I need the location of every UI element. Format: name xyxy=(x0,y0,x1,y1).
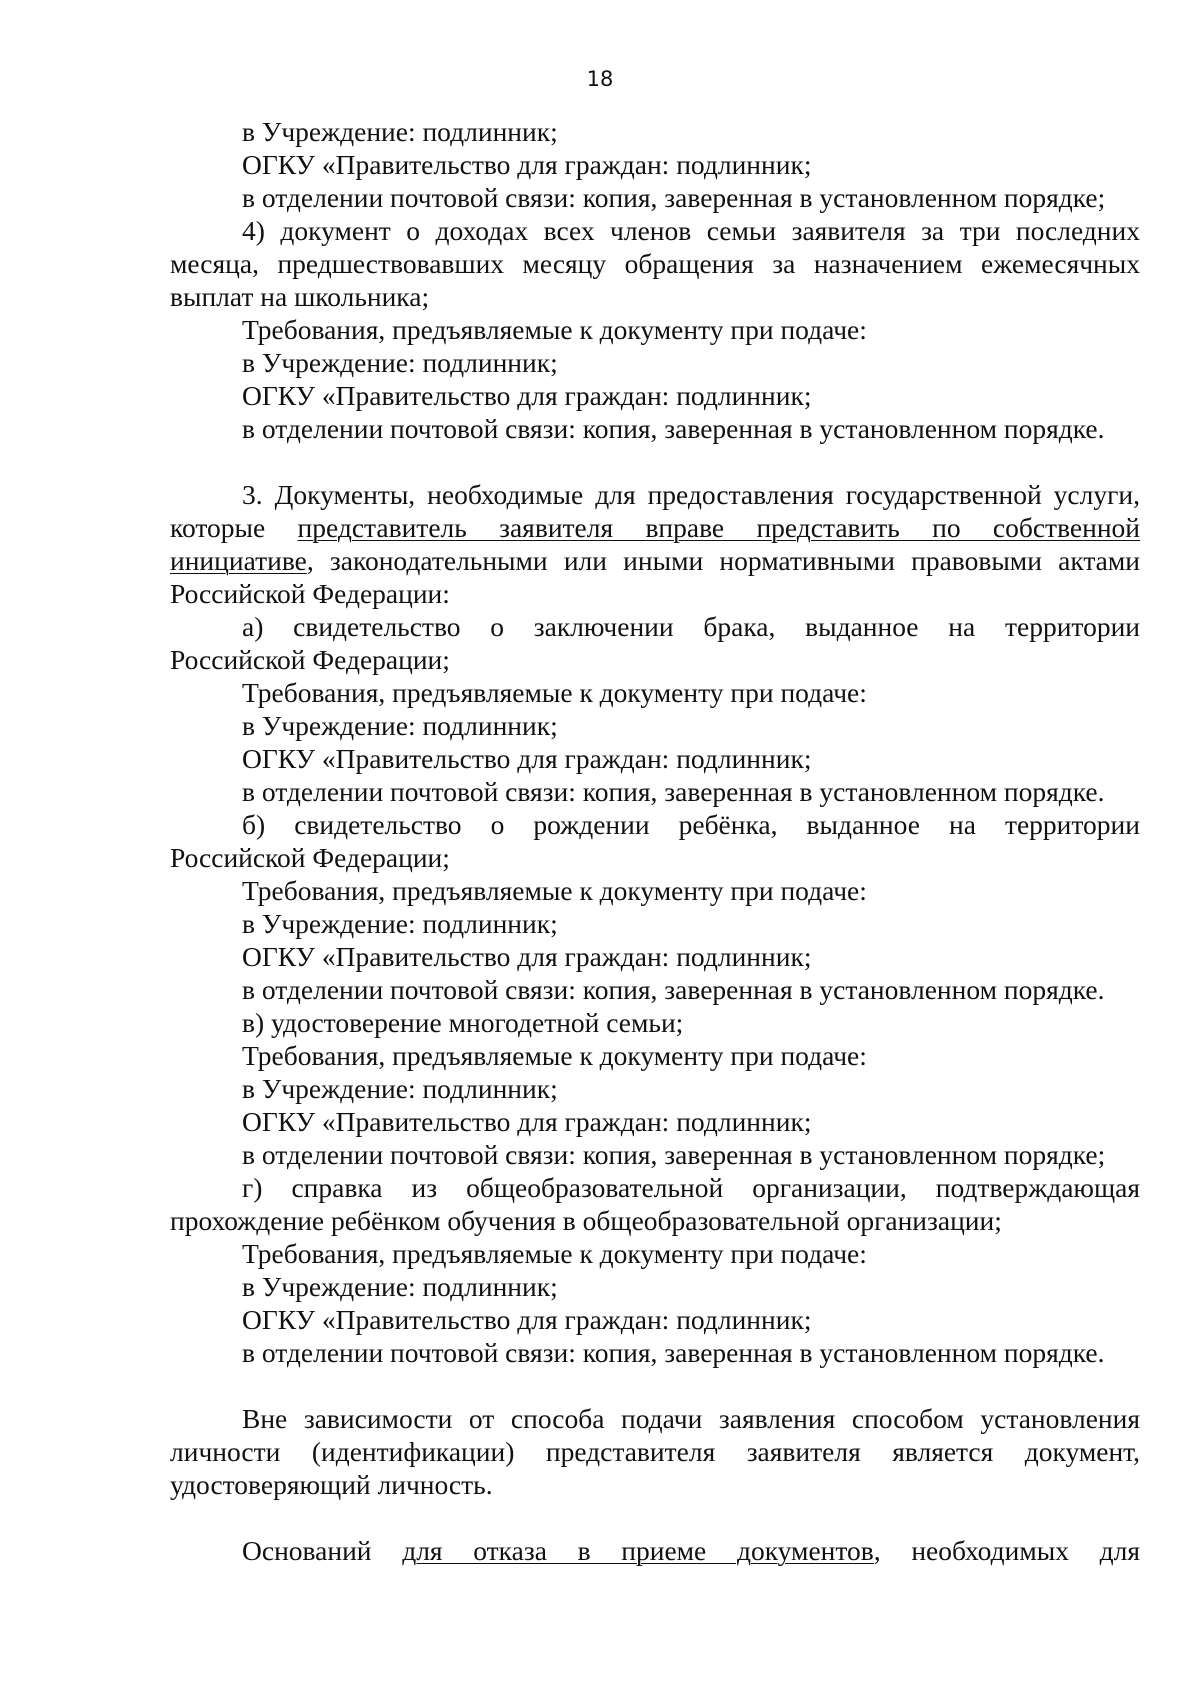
underlined-text: инициативе xyxy=(170,545,307,576)
text-line: прохождение ребёнком обучения в общеобразовательной организации; xyxy=(170,1205,1002,1236)
text-fragment: которые xyxy=(170,512,266,543)
page-number: 18 xyxy=(586,67,614,91)
text-line: выплат на школьника; xyxy=(170,281,430,312)
text-line: в отделении почтовой связи: копия, заверенная в установленном порядке. xyxy=(242,1337,1105,1368)
text-line: в Учреждение: подлинник; xyxy=(242,710,558,741)
underlined-text: для отказа в приеме документов xyxy=(402,1535,874,1566)
text-line: ОГКУ «Правительство для граждан: подлинник; xyxy=(242,1304,812,1335)
text-line: в отделении почтовой связи: копия, заверенная в установленном порядке. xyxy=(242,974,1105,1005)
paragraph-gap xyxy=(170,445,1140,478)
text-line: Требования, предъявляемые к документу при подаче: xyxy=(242,875,867,906)
text-line: Требования, предъявляемые к документу при подаче: xyxy=(242,1040,867,1071)
text-line: в Учреждение: подлинник; xyxy=(242,1073,558,1104)
text-line xyxy=(170,511,1140,544)
text-line: месяца, предшествовавших месяцу обращения за назначением ежемесячных xyxy=(170,248,1140,279)
text-line: в отделении почтовой связи: копия, заверенная в установленном порядке. xyxy=(242,413,1105,444)
text-line: удостоверяющий личность. xyxy=(170,1469,493,1500)
paragraph-gap xyxy=(170,1501,1140,1534)
text-line: Российской Федерации; xyxy=(170,842,450,873)
text-line: 4) документ о доходах всех членов семьи заявителя за три последних xyxy=(242,215,1140,246)
text-line: в Учреждение: подлинник; xyxy=(242,347,558,378)
text-line: Российской Федерации; xyxy=(170,644,450,675)
text-line: а) свидетельство о заключении брака, выданное на территории xyxy=(242,611,1140,642)
document-body xyxy=(170,115,1140,1567)
text-fragment: , законодательными или иными нормативными правовыми актами xyxy=(306,545,1140,576)
text-line: г) справка из общеобразовательной организации, подтверждающая xyxy=(242,1172,1140,1203)
text-line: в) удостоверение многодетной семьи; xyxy=(242,1007,684,1038)
text-line: Требования, предъявляемые к документу при подаче: xyxy=(242,1238,867,1269)
text-line: в Учреждение: подлинник; xyxy=(242,116,558,147)
underlined-text: представитель заявителя вправе представить по собственной xyxy=(297,512,1140,543)
text-line: ОГКУ «Правительство для граждан: подлинник; xyxy=(242,380,812,411)
text-line: в Учреждение: подлинник; xyxy=(242,908,558,939)
paragraph-gap xyxy=(170,1369,1140,1402)
text-line: в Учреждение: подлинник; xyxy=(242,1271,558,1302)
text-line xyxy=(170,1534,1140,1567)
text-fragment: Оснований xyxy=(242,1535,372,1566)
text-line: ОГКУ «Правительство для граждан: подлинник; xyxy=(242,1106,812,1137)
text-line: 3. Документы, необходимые для предоставления государственной услуги, xyxy=(242,479,1140,510)
text-line: в отделении почтовой связи: копия, заверенная в установленном порядке; xyxy=(242,1139,1106,1170)
text-line: Российской Федерации: xyxy=(170,578,450,609)
text-line: Требования, предъявляемые к документу при подаче: xyxy=(242,677,867,708)
text-fragment: , xyxy=(873,1535,881,1566)
text-line: Вне зависимости от способа подачи заявления способом установления xyxy=(242,1403,1140,1434)
text-line xyxy=(170,544,1140,577)
text-line: в отделении почтовой связи: копия, заверенная в установленном порядке. xyxy=(242,776,1105,807)
text-fragment: необходимых для xyxy=(911,1535,1141,1566)
text-line: ОГКУ «Правительство для граждан: подлинник; xyxy=(242,149,812,180)
text-line: Требования, предъявляемые к документу при подаче: xyxy=(242,314,867,345)
text-line: в отделении почтовой связи: копия, заверенная в установленном порядке; xyxy=(242,182,1106,213)
text-line: ОГКУ «Правительство для граждан: подлинник; xyxy=(242,743,812,774)
text-line: б) свидетельство о рождении ребёнка, выданное на территории xyxy=(242,809,1140,840)
text-line: личности (идентификации) представителя заявителя является документ, xyxy=(170,1436,1140,1467)
text-line: ОГКУ «Правительство для граждан: подлинник; xyxy=(242,941,812,972)
